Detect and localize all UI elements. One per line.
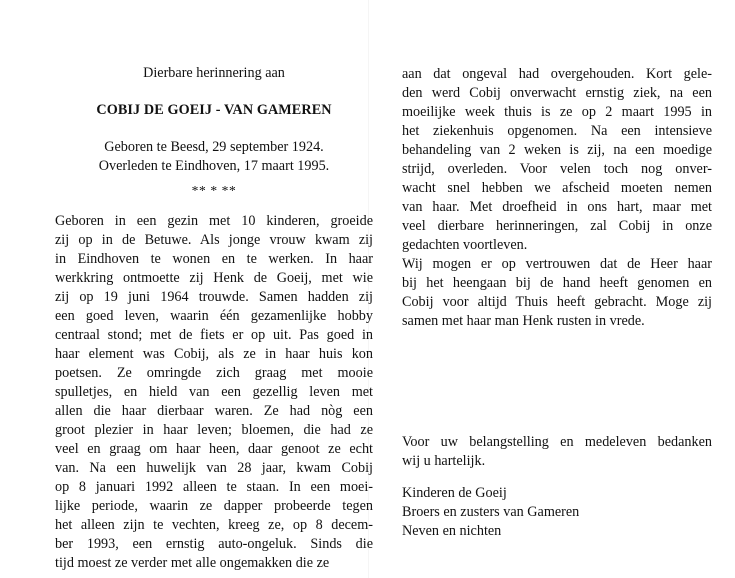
death-line: Overleden te Eindhoven, 17 maart 1995.: [98, 158, 330, 174]
body-line: het ziekenhuis opgenomen. Na een intensieve: [402, 123, 712, 139]
right-column: [402, 0, 712, 578]
bio-line: op 8 januari 1992 alleen te staan. In een moei-: [55, 479, 373, 495]
bio-line: allen die haar dierbaar waren. Ze had nòg een: [55, 403, 373, 419]
body-line: bij het heengaan bij de hand heeft genomen en: [402, 275, 712, 291]
thanks-line: Voor uw belangstelling en medeleven bedanken: [402, 434, 712, 450]
body-line: samen met haar man Henk rusten in vrede.: [402, 313, 645, 329]
birth-line: Geboren te Beesd, 29 september 1924.: [104, 139, 324, 155]
bio-line: zij op 19 juni 1964 trouwde. Samen hadden zij: [55, 289, 373, 305]
bio-line: tijd moest ze verder met alle ongemakken die ze: [55, 555, 330, 571]
bio-line: ber 1993, een ernstig auto-ongeluk. Sinds die: [55, 536, 373, 552]
left-column: [55, 0, 373, 578]
intro-text: Dierbare herinnering aan: [143, 65, 285, 81]
body-line: Cobij voor altijd Thuis heeft gebracht. Moge zij: [402, 294, 712, 310]
body-line: Wij mogen er op vertrouwen dat de Heer haar: [402, 256, 712, 272]
body-line: aan dat ongeval had overgehouden. Kort gele-: [402, 66, 712, 82]
bio-line: Geboren in een gezin met 10 kinderen, groeide: [55, 213, 373, 229]
body-line: wacht snel hebben we afscheid moeten nemen: [402, 180, 712, 196]
thanks-text: [402, 433, 712, 471]
bio-line: een goed leven, waarin één gezamenlijke hobby: [55, 308, 373, 324]
signature-line: Kinderen de Goeij: [402, 485, 507, 501]
biography: [55, 212, 373, 573]
bio-line: zij op in de Betuwe. Als jonge vrouw kwam zij: [55, 232, 373, 248]
body-line: veel dierbare herinneringen, zal Cobij in onze: [402, 218, 712, 234]
body-line: den werd Cobij onverwacht ernstig ziek, na een: [402, 85, 712, 101]
bio-line: veel en graag om haar heen, daar genoot ze echt: [55, 441, 373, 457]
bio-line: haar element was Cobij, als ze in haar huis kon: [55, 346, 373, 362]
bio-line: het alleen zijn te vechten, kreeg ze, op 8 decem-: [55, 517, 373, 533]
body-line: behandeling van 2 weken is zij, na een moedige: [402, 142, 712, 158]
signatures: [402, 484, 712, 541]
bio-line: spulletjes, en hield van een gezellig leven met: [55, 384, 373, 400]
separator-stars: ** * **: [191, 183, 237, 198]
body-line: moeilijke week thuis is ze op 2 maart 1995 in: [402, 104, 712, 120]
bio-line: werkkring ontmoette zij Henk de Goeij, met wie: [55, 270, 373, 286]
bio-line: in Eindhoven te wonen en te werken. In haar: [55, 251, 373, 267]
bio-line: lijke periode, waarin ze dapper probeerde tegen: [55, 498, 373, 514]
signature-line: Broers en zusters van Gameren: [402, 504, 580, 520]
body-line: gedachten voortleven.: [402, 237, 528, 253]
signature-line: Neven en nichten: [402, 523, 502, 539]
deceased-name: COBIJ DE GOEIJ - VAN GAMEREN: [96, 102, 332, 118]
thanks-line: wij u hartelijk.: [402, 453, 486, 469]
bio-line: poetsen. Ze omringde zich graag met mooie: [55, 365, 373, 381]
continuation-text: [402, 65, 712, 331]
bio-line: groot plezier in haar leven; bloemen, die had ze: [55, 422, 373, 438]
body-line: van haar. Met droefheid in ons hart, maar met: [402, 199, 712, 215]
bio-line: van. Na een huwelijk van 28 jaar, kwam Cobij: [55, 460, 373, 476]
body-line: strijd, overleden. Voor velen toch nog onver-: [402, 161, 712, 177]
bio-line: centraal stond; met de fiets er op uit. Pas goed in: [55, 327, 373, 343]
